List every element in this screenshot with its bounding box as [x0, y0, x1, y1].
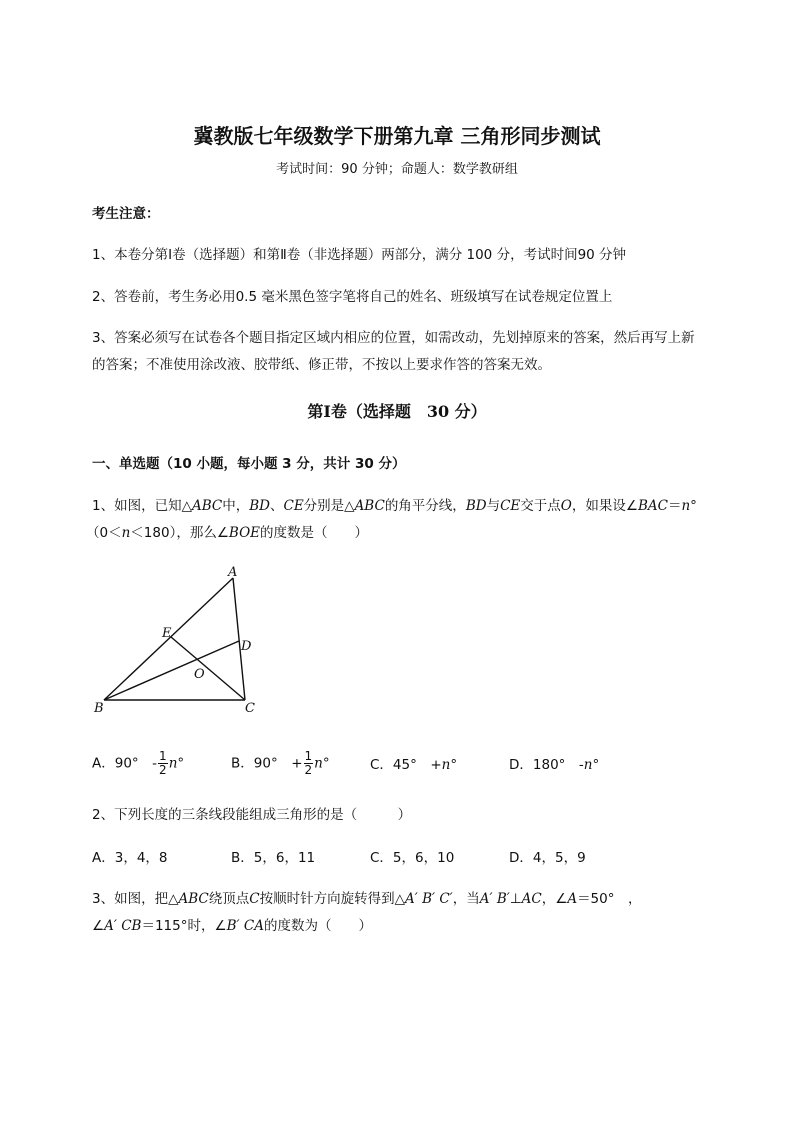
triangle-figure: [88, 560, 268, 720]
label-d: D: [241, 639, 252, 654]
label-c: C: [245, 701, 255, 716]
label-e: E: [162, 626, 172, 641]
q1-option-a[interactable]: A．90° - $\frac{1}{2}$ n°: [92, 749, 185, 777]
question-2-stem: 2、下列长度的三条线段能组成三角形的是（ ）: [92, 807, 412, 823]
section-title: 第Ⅰ卷（选择题 30 分）: [307, 402, 487, 421]
question-1-line-1: 1、如图，已知△ABC中，BD、CE分别是△ABC的角平分线，BD与CE交于点O，如果设∠BAC＝n°: [92, 498, 697, 514]
label-b: B: [94, 701, 104, 716]
notes-heading: 考生注意：: [92, 206, 160, 222]
fraction-one-half: $\frac{1}{2}$: [304, 749, 313, 777]
q2-option-c[interactable]: C．5，6，10: [370, 850, 455, 866]
q2-option-d[interactable]: D．4，5，9: [509, 850, 586, 866]
question-3-line-2: ∠A′ CB＝115°时，∠B′ CA的度数为（ ）: [92, 918, 372, 934]
q1-option-b[interactable]: B．90° + $\frac{1}{2}$ n°: [231, 749, 330, 777]
bisector-bd: [104, 641, 239, 700]
note-item-1: 1、本卷分第Ⅰ卷（选择题）和第Ⅱ卷（非选择题）两部分，满分 100 分，考试时间90 分钟: [92, 247, 627, 263]
document-title: 冀教版七年级数学下册第九章 三角形同步测试: [193, 124, 601, 148]
exam-info: 考试时间：90 分钟；命题人：数学教研组: [276, 162, 518, 177]
bisector-ce: [171, 637, 245, 700]
note-item-3-continued: 的答案；不准使用涂改液、胶带纸、修正带，不按以上要求作答的答案无效。: [92, 357, 551, 373]
question-1-line-2: （0＜n＜180），那么∠BOE的度数是（ ）: [86, 525, 369, 541]
part-heading: 一、单选题（10 小题，每小题 3 分，共计 30 分）: [92, 456, 406, 472]
q1-option-d[interactable]: D．180° -n°: [509, 757, 600, 773]
note-item-2: 2、答卷前，考生务必用0.5 毫米黑色签字笔将自己的姓名、班级填写在试卷规定位置上: [92, 289, 613, 305]
fraction-one-half: $\frac{1}{2}$: [159, 749, 167, 777]
question-3-line-1: 3、如图，把△ABC绕顶点C按顺时针方向旋转得到△A′ B′ C′，当A′ B′⊥AC，∠A＝50° ，: [92, 891, 642, 907]
label-a: A: [228, 565, 238, 580]
q1-option-c[interactable]: C．45° +n°: [370, 757, 458, 773]
q2-option-a[interactable]: A．3，4，8: [92, 850, 168, 866]
label-o: O: [194, 667, 205, 682]
q2-option-b[interactable]: B．5，6，11: [231, 850, 316, 866]
note-item-3: 3、答案必须写在试卷各个题目指定区域内相应的位置，如需改动，先划掉原来的答案，然后再写上新: [92, 330, 695, 346]
